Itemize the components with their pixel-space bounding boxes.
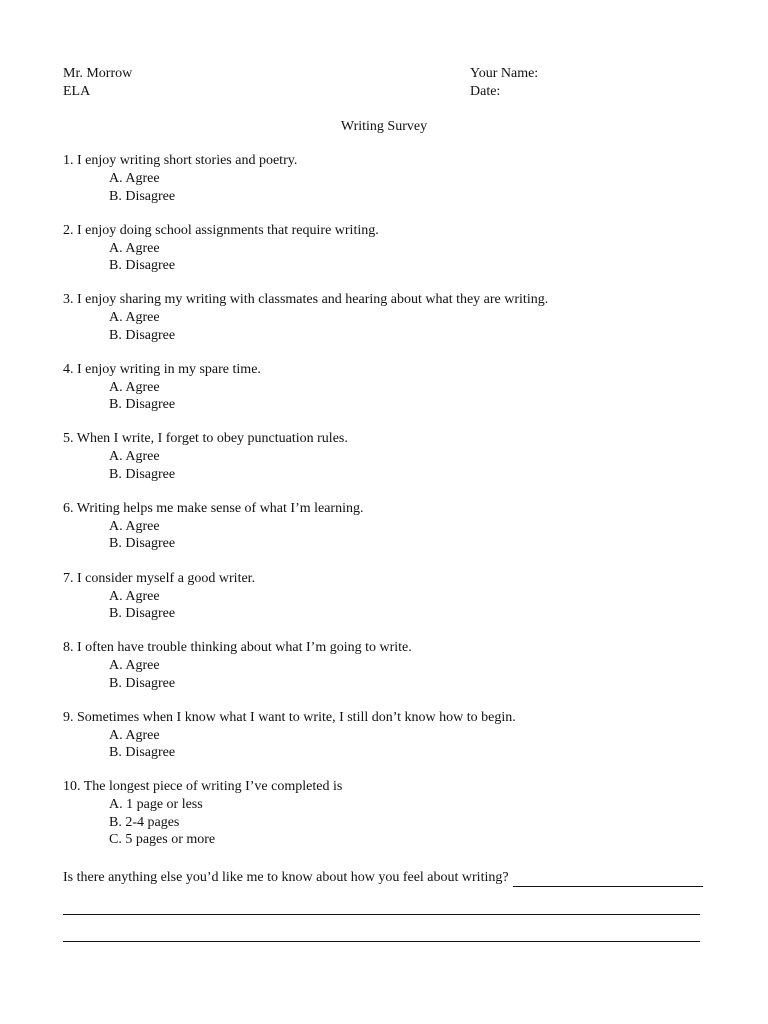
answer-option: A. 1 page or less [109,797,203,813]
answer-option: B. Disagree [109,327,176,343]
question-6 [63,500,723,570]
answer-option: A. Agree [109,171,160,186]
answer-option: A. Agree [109,240,160,256]
answer-option: B. Disagree [109,466,176,482]
answer-option: B. Disagree [109,397,176,413]
question-text: 5. When I write, I forget to obey punctuation rules. [63,431,348,447]
answer-option: B. Disagree [109,675,176,691]
teacher-name: Mr. Morrow [63,66,133,81]
question-text: 3. I enjoy sharing my writing with classmates and hearing about what they are writing. [63,292,549,308]
question-text: 10. The longest piece of writing I’ve completed is [63,779,343,795]
answer-blank-line[interactable] [63,941,700,942]
question-1 [63,152,723,222]
open-response-section [63,867,703,942]
question-9 [63,709,723,779]
answer-option: A. Agree [109,310,160,326]
answer-option: B. Disagree [109,188,176,204]
question-text: 9. Sometimes when I know what I want to write, I still don’t know how to begin. [63,709,516,725]
answer-blank-line[interactable] [63,914,700,915]
answer-option: C. 5 pages or more [109,832,216,848]
answer-option: A. Agree [109,449,160,465]
answer-option: B. Disagree [109,536,176,552]
question-5 [63,430,723,500]
question-text: 7. I consider myself a good writer. [63,570,256,586]
question-text: 6. Writing helps me make sense of what I’m learning. [63,500,364,516]
final-question [63,867,703,887]
header [63,65,703,103]
header-right [470,65,538,101]
answer-option: A. Agree [109,658,160,674]
question-text: 1. I enjoy writing short stories and poetry. [63,153,298,168]
your-name-label: Your Name: [470,66,539,81]
header-left [63,65,132,101]
question-text: 8. I often have trouble thinking about what I’m going to write. [63,640,412,656]
subject: ELA [63,84,91,99]
question-3 [63,291,723,361]
final-question-text: Is there anything else you’d like me to know about how you feel about writing? [63,870,509,885]
answer-blank-line[interactable] [513,872,703,887]
question-10 [63,778,723,864]
answer-option: A. Agree [109,518,160,534]
question-4 [63,361,723,431]
answer-option: A. Agree [109,727,160,743]
question-list [63,152,723,864]
question-2 [63,222,723,292]
answer-option: B. 2-4 pages [109,814,180,830]
answer-option: B. Disagree [109,606,176,622]
answer-option: A. Agree [109,379,160,395]
question-text: 2. I enjoy doing school assignments that require writing. [63,222,379,238]
date-label: Date: [470,84,501,99]
answer-option: B. Disagree [109,745,176,761]
question-7 [63,570,723,640]
answer-option: B. Disagree [109,258,176,274]
question-text: 4. I enjoy writing in my spare time. [63,361,261,377]
page-title: Writing Survey [340,119,428,134]
question-8 [63,639,723,709]
answer-option: A. Agree [109,588,160,604]
